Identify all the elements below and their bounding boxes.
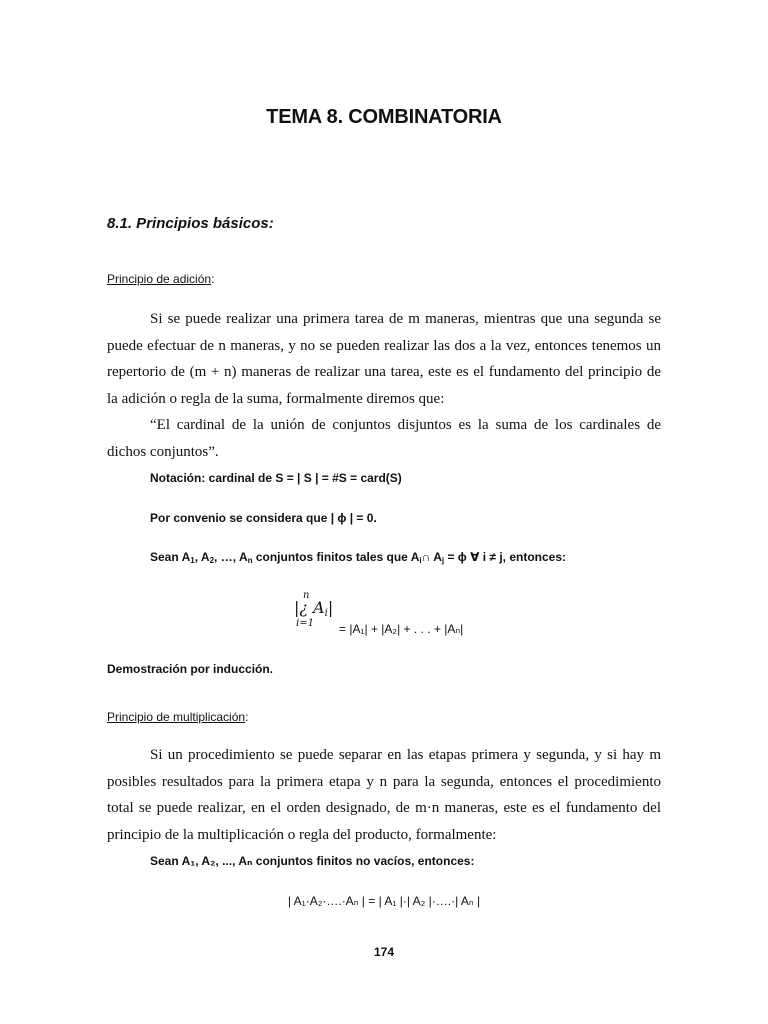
multiplicacion-heading: [107, 710, 248, 724]
page-title: TEMA 8. COMBINATORIA: [266, 106, 502, 128]
mult-line-2: posibles resultados para la primera etapa y n para la segunda, entonces el procedimiento: [107, 773, 661, 790]
demostracion-text: Demostración por inducción.: [107, 662, 274, 676]
sean-end: = ϕ ∀ i ≠ j, entonces:: [447, 550, 567, 564]
adicion-heading-colon: :: [211, 272, 215, 286]
sean-prefix: Sean A: [150, 550, 191, 564]
adicion-line-2: puede efectuar de n maneras, y no se pueden realizar las dos a la vez, entonces tenemos un: [107, 337, 661, 354]
section-heading: 8.1. Principios básicos:: [107, 215, 274, 232]
adicion-heading: [107, 272, 214, 286]
mult-line-1: Si un procedimiento se puede separar en las etapas primera y segunda, y si hay m: [150, 747, 661, 763]
adicion-quote-line-1: “El cardinal de la unión de conjuntos disjuntos es la suma de los cardinales de: [150, 417, 661, 433]
sean-rest: conjuntos finitos tales que A: [255, 550, 420, 564]
formula-lower: i=1: [296, 618, 314, 629]
adicion-line-4: la adición o regla de la suma, formalmente diremos que:: [107, 390, 445, 407]
adicion-paragraph: [107, 306, 661, 465]
formula-body: |¿ A: [294, 598, 325, 617]
multiplicacion-paragraph: [107, 742, 661, 848]
formula-bar: |: [327, 598, 334, 617]
formula-upper-n: n: [303, 590, 310, 601]
mult-line-3: total se puede realizar, en el orden designado, de m·n maneras, este es el fundamento del: [107, 800, 661, 816]
multiplicacion-heading-colon: :: [245, 710, 249, 724]
adicion-line-1: Si se puede realizar una primera tarea de m maneras, mientras que una segunda se: [150, 311, 661, 327]
product-formula: | A₁·A₂·….·Aₙ | = | A₁ |·| A₂ |·….·| Aₙ |: [287, 894, 481, 908]
notacion-text: Notación: cardinal de S = | S | = #S = card(S): [150, 471, 402, 485]
sean-no-vacios-text: Sean A₁, A₂, ..., Aₙ conjuntos finitos no vacíos, entonces:: [150, 854, 475, 868]
adicion-heading-text: Principio de adición: [107, 272, 212, 286]
mult-line-4: principio de la multiplicación o regla del producto, formalmente:: [107, 826, 497, 843]
multiplicacion-heading-text: Principio de multiplicación: [107, 710, 246, 724]
adicion-quote-line-2: dichos conjuntos”.: [107, 443, 219, 460]
formula-sub-i: i: [324, 608, 328, 619]
sean-disjuntos-text: Sean $A_1$, $A_2$, …, $A_n$ conjuntos finitos tales que $A_i\cap$ $A_j = \phi$ ∀ i ≠ j, entonces:: [150, 550, 567, 565]
formula-rhs: = |A₁| + |A₂| + . . . + |Aₙ|: [339, 622, 464, 636]
page-number: 174: [373, 945, 395, 959]
adicion-line-3: repertorio de (m + n) maneras de realizar una tarea, este es el fundamento del principio de: [107, 364, 661, 380]
convenio-text: Por convenio se considera que | ϕ | = 0.: [150, 511, 377, 525]
